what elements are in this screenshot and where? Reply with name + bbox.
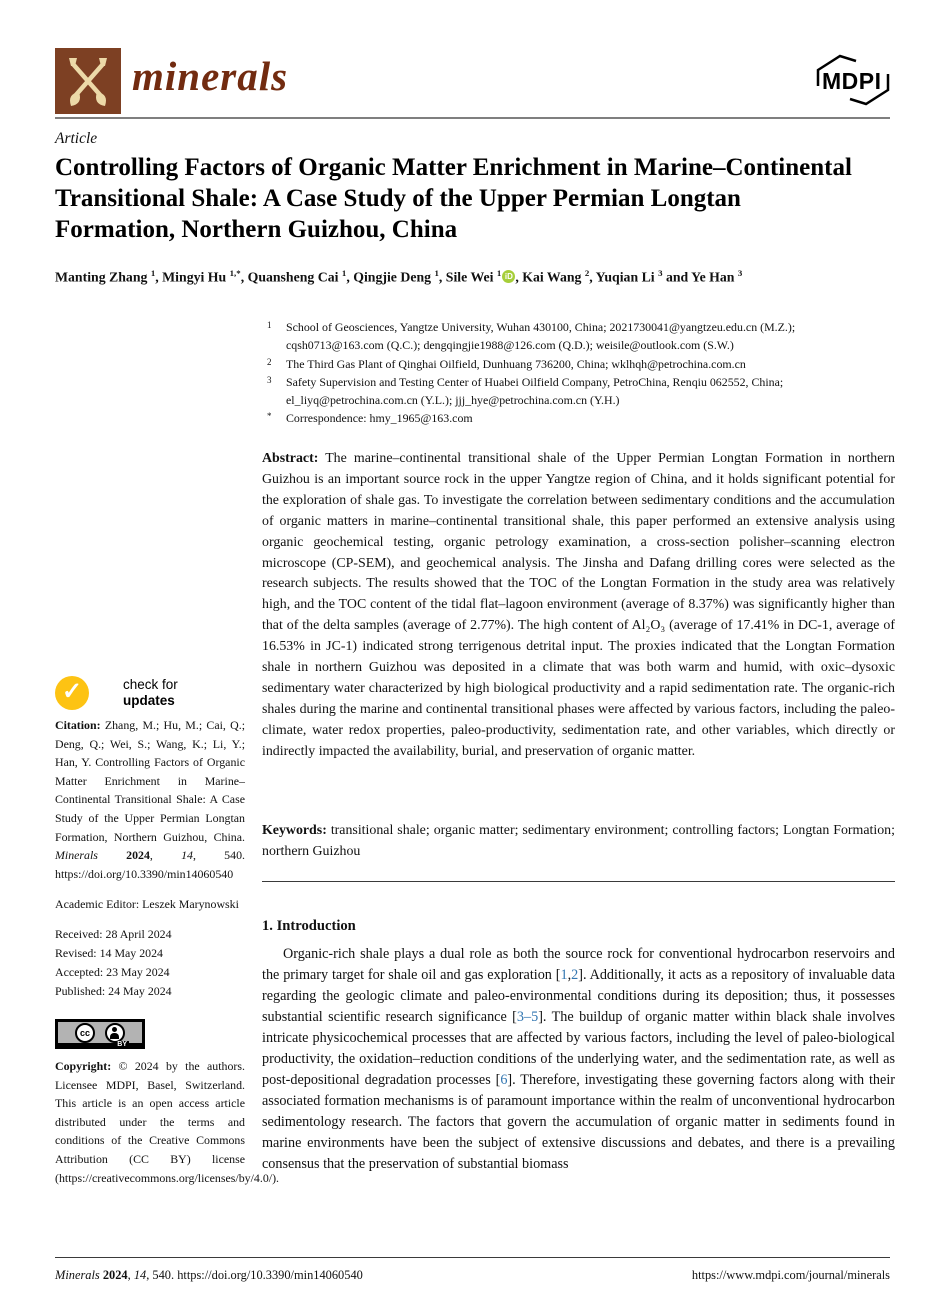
citation-text[interactable]: Zhang, M.; Hu, M.; Cai, Q.; Deng, Q.; Wei, S.; Wang, K.; Li, Y.; Han, Y. Controlling Factors of Organic Matter Enrichment in Marine–Continental Transitional Shale: A Case Study of the Upper Permian Longtan Formation, Northern Guizhou, China. Minerals 2024, 14, 540. https://doi.org/10.3390/min14060540: [55, 718, 246, 881]
page-title: Controlling Factors of Organic Matter Enrichment in Marine–Continental Transitional Shale: A Case Study of the Upper Permian Longtan Formation, Northern Guizhou, China: [55, 154, 852, 243]
check-icon: ✓: [55, 676, 89, 710]
abstract-label: Abstract:: [262, 451, 319, 466]
published-date: Published: 24 May 2024: [55, 984, 172, 998]
cc-by-license-badge[interactable]: [55, 1019, 145, 1049]
affiliation-marker: 2: [267, 356, 272, 367]
check-label-line1: check for: [123, 677, 178, 692]
introduction-paragraph: Organic-rich shale plays a dual role as both the source rock for conventional hydrocarbon reservoirs and the primary target for shale oil and gas exploration [1,2]. Additionally, it acts as a repository of invaluable data regarding the geologic climate and paleo-environmental conditions during its deposition; thus, it possesses substantial scientific research significance [3–5]. The buildup of organic matter within black shale involves intricate physicochemical processes that are affected by various factors, including the level of paleo-biological productivity, the oxidation–reduction conditions of the underlying water, and the sedimentation rate, as well as post-depositional degradation processes [6]. Therefore, investigating these governing factors along with their associated formation mechanisms is of paramount importance within the realm of unconventional hydrocarbon sedimentology research. The factors that govern the accumulation of organic matter in sediments found in marine environments have been the subject of extensive discussions and debates, and there is a prevailing consensus that the preservation of substantial biomass: [262, 946, 895, 1172]
mdpi-logo[interactable]: [812, 52, 894, 108]
footer-citation[interactable]: Minerals 2024, 14, 540. https://doi.org/10.3390/min14060540: [55, 1268, 363, 1282]
correspondence-marker: *: [267, 411, 272, 422]
revised-date: Revised: 14 May 2024: [55, 946, 163, 960]
affiliation-text[interactable]: The Third Gas Plant of Qinghai Oilfield, Dunhuang 736200, China; wklhqh@petrochina.com.cn: [286, 356, 746, 371]
by-label: BY: [117, 1041, 127, 1048]
section-heading-introduction: 1. Introduction: [262, 918, 356, 934]
minerals-logo[interactable]: [55, 48, 121, 114]
copyright-block: [55, 1057, 280, 1187]
journal-title: minerals: [132, 53, 289, 99]
affiliation-item: [265, 318, 893, 355]
cc-by-inner: [58, 1022, 142, 1043]
abstract-text: The marine–continental transitional shale of the Upper Permian Longtan Formation in northern Guizhou is an important source rock in the upper Yangtze region of China, and it holds significant potential for the exploration of shale gas. To investigate the correlation between sedimentary conditions and the accumulation of organic matters in marine–continental transitional shale, this paper performed an extensive analysis using organic geochemical testing, organic petrology examination, a cross-section polisher–scanning electron microscope (CP-SEM), and geochemical analysis. The Jinsha and Dafang drilling cores were selected as the research subjects. The results showed that the TOC of the Longtan Formation in the study area was relatively high, and the TOC content of the tidal flat–lagoon environment (average of 8.37%) was significantly higher than that of the delta samples (average of 2.77%). The high content of Al₂O₃ (average of 17.41% in DC-1, average of 16.53% in JC-1) indicated strong terrigenous detrital input. The proxies indicated that the Longtan Formation shale in northern Guizhou was deposited in a climate that was both warm and humid, with oxic–dysoxic sedimentary water characterized by high biological productivity and a rapid sedimentation rate. The organic-rich shales during the marine and continental transitional phases were affected by various factors, including the paleo-climate, water redox properties, paleo-productivity, sedimentation rate, and other variables, which directly or indirectly impacted the availability, burial, and preservation of organic matter.: [262, 451, 895, 759]
copyright-text[interactable]: © 2024 by the authors. Licensee MDPI, Basel, Switzerland. This article is an open access article distributed under the terms and conditions of the Creative Commons Attribution (CC BY) license (https://creativecommons.org/licenses/by/4.0/).: [55, 1059, 280, 1185]
keywords-block: [262, 821, 895, 863]
citation-block: [55, 716, 245, 883]
academic-editor-line: Academic Editor: Leszek Marynowski: [55, 897, 239, 911]
affiliation-item: [265, 373, 893, 410]
received-date: Received: 28 April 2024: [55, 927, 172, 941]
keywords-label: Keywords:: [262, 823, 327, 838]
article-type-label: Article: [55, 130, 98, 147]
cc-icon: cc: [75, 1023, 95, 1043]
affiliation-text[interactable]: Safety Supervision and Testing Center of Huabei Oilfield Company, PetroChina, Renqiu 062552, China; el_liyq@petrochina.com.cn (Y.L.); jjj_hye@petrochina.com.cn (Y.H.): [286, 374, 784, 408]
header-divider: [55, 117, 890, 119]
correspondence-text[interactable]: Correspondence: hmy_1965@163.com: [286, 411, 473, 426]
check-for-updates-label: [123, 677, 178, 709]
authors-line: Manting Zhang $^1$, Mingyi Hu $^{1,*}$, Quansheng Cai $^1$, Qingjie Deng $^1$, Sile Wei $^1$ iD , Kai Wang $^2$, Yuqian Li $^3$ and Ye Han $^3$: [55, 268, 743, 285]
footer-journal-url[interactable]: https://www.mdpi.com/journal/minerals: [691, 1268, 890, 1282]
check-label-line2: updates: [123, 693, 175, 708]
affiliation-item: [265, 355, 893, 373]
correspondence-item: [265, 409, 893, 427]
mdpi-logo-text: MDPI: [822, 68, 882, 94]
affiliation-marker: 3: [267, 374, 272, 385]
affiliation-text[interactable]: School of Geosciences, Yangtze University, Wuhan 430100, China; 2021730041@yangtzeu.edu.cn (M.Z.); cqsh0713@163.com (Q.C.); dengqingjie1988@126.com (Q.D.); weisile@outlook.com (S.W.): [286, 320, 796, 353]
abstract-block: [262, 449, 895, 763]
abstract-body-divider: [262, 881, 895, 882]
affiliations-block: [265, 318, 893, 428]
accepted-date: Accepted: 23 May 2024: [55, 965, 170, 979]
crossed-shovels-icon: [61, 54, 115, 108]
affiliation-marker: 1: [267, 320, 272, 330]
person-icon: [105, 1023, 125, 1043]
check-for-updates-badge[interactable]: [55, 676, 235, 712]
copyright-label: Copyright:: [55, 1059, 119, 1073]
citation-label: Citation:: [55, 718, 105, 732]
keywords-text: transitional shale; organic matter; sedimentary environment; controlling factors; Longtan Formation; northern Guizhou: [262, 823, 895, 859]
footer-divider: [55, 1257, 890, 1258]
